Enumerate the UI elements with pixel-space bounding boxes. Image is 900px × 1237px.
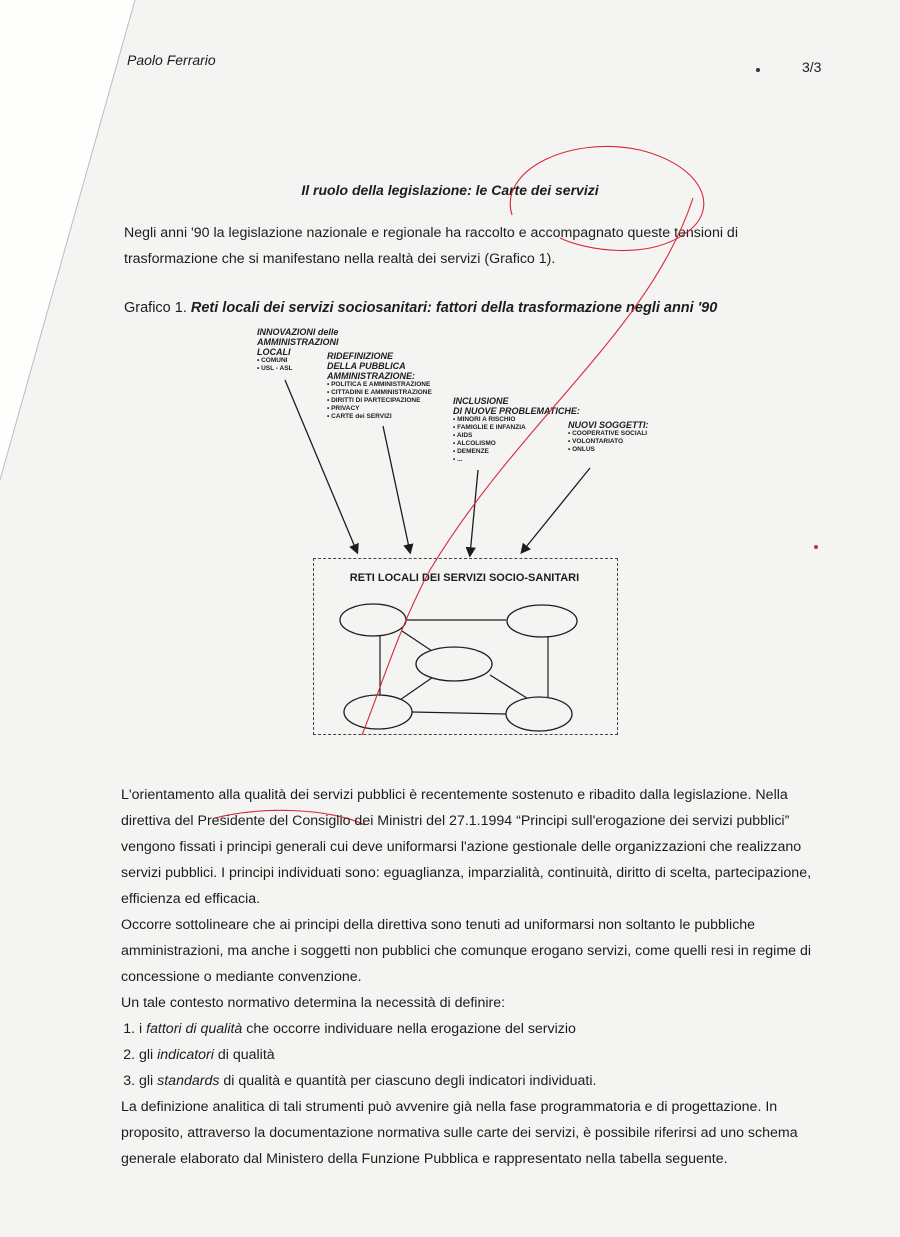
arrow-nuovi-soggetti <box>522 468 590 552</box>
node-center <box>416 647 492 681</box>
group-inclusione: INCLUSIONE DI NUOVE PROBLEMATICHE: • MINORI A RISCHIO • FAMIGLIE E INFANZIA • AIDS • ALCOLISMO • DEMENZE • ... <box>453 396 580 464</box>
paragraph-contesto: Un tale contesto normativo determina la necessità di definire: <box>121 995 506 1011</box>
intro-line-1: Negli anni '90 la legislazione nazionale e regionale ha raccolto e accompagnato queste tensioni di <box>124 225 738 241</box>
node-bottom-left <box>344 695 412 729</box>
intro-line-2: trasformazione che si manifestano nella realtà dei servizi (Grafico 1). <box>124 250 556 267</box>
list-item: 3. gli standards di qualità e quantità per ciascuno degli indicatori individuati. <box>139 1068 836 1094</box>
red-annotation-stroke <box>362 198 693 735</box>
edge-tl-center <box>402 631 432 651</box>
group-nuovi-soggetti: NUOVI SOGGETTI: • COOPERATIVE SOCIALI • VOLONTARIATO • ONLUS <box>568 420 658 454</box>
edge-center-bl <box>397 675 436 702</box>
arrow-inclusione <box>470 470 478 555</box>
paragraph-definizione: La definizione analitica di tali strumenti può avvenire già nella fase programmatoria e di progettazione. In proposito, attraverso la documentazione normativa sulle carte dei servizi, è possibile riferirsi ad uno schema generale elaborato dal Ministero della Funzione Pubblica e rappresentato nella tabella seguente. <box>121 1099 798 1167</box>
network-box-title: RETI LOCALI DEI SERVIZI SOCIO-SANITARI <box>349 572 580 584</box>
paragraph-direttiva: L'orientamento alla qualità dei servizi pubblici è recentemente sostenuto e ribadito dalla legislazione. Nella direttiva del Presidente del Consiglio dei Ministri del 27.1.1994 “Principi sull'erogazione dei servizi pubblici” vengono fissati i principi generali cui deve uniformarsi l'azione gestionale delle organizzazioni che realizzano servizi pubblici. I principi individuati sono: eguaglianza, imparzialità, continuità, diritto di scelta, partecipazione, efficienza ed efficacia. <box>121 787 812 907</box>
edge-bottom <box>412 712 506 714</box>
arrow-innovazioni <box>285 380 357 552</box>
figure-label: Grafico 1. <box>124 300 187 316</box>
arrow-ridefinizione <box>383 426 410 552</box>
list-item: 2. gli indicatori di qualità <box>139 1042 836 1068</box>
red-annotation-loop <box>510 146 704 250</box>
group-innovazioni: INNOVAZIONI delle AMMINISTRAZIONI LOCALI • COMUNI • USL - ASL <box>257 327 339 373</box>
body-text <box>121 782 836 1172</box>
node-top-right <box>507 605 577 637</box>
header-author: Paolo Ferrario <box>127 52 216 68</box>
list-item: 1. i fattori di qualità che occorre individuare nella erogazione del servizio <box>139 1016 836 1042</box>
edge-center-br <box>490 675 530 700</box>
group-ridefinizione: RIDEFINIZIONE DELLA PUBBLICA AMMINISTRAZIONE: • POLITICA E AMMINISTRAZIONE • CITTADINI E AMMINISTRAZIONE • DIRITTI DI PARTECIPAZIONE • PRIVACY • CARTE dei SERVIZI <box>327 351 432 421</box>
node-bottom-right <box>506 697 572 731</box>
paragraph-soggetti: Occorre sottolineare che ai principi della direttiva sono tenuti ad uniformarsi non soltanto le pubbliche amministrazioni, ma anche i soggetti non pubblici che comunque erogano servizi, come quelli resi in regime di concessione o mediante convenzione. <box>121 917 812 985</box>
fold-crease <box>0 0 135 480</box>
node-top-left <box>340 604 406 636</box>
header-page-number: 3/3 <box>802 59 822 75</box>
definitions-list <box>121 1016 836 1094</box>
section-title: Il ruolo della legislazione: le Carte dei servizi <box>301 182 599 198</box>
figure-title: Reti locali dei servizi sociosanitari: fattori della trasformazione negli anni '90 <box>190 300 718 316</box>
